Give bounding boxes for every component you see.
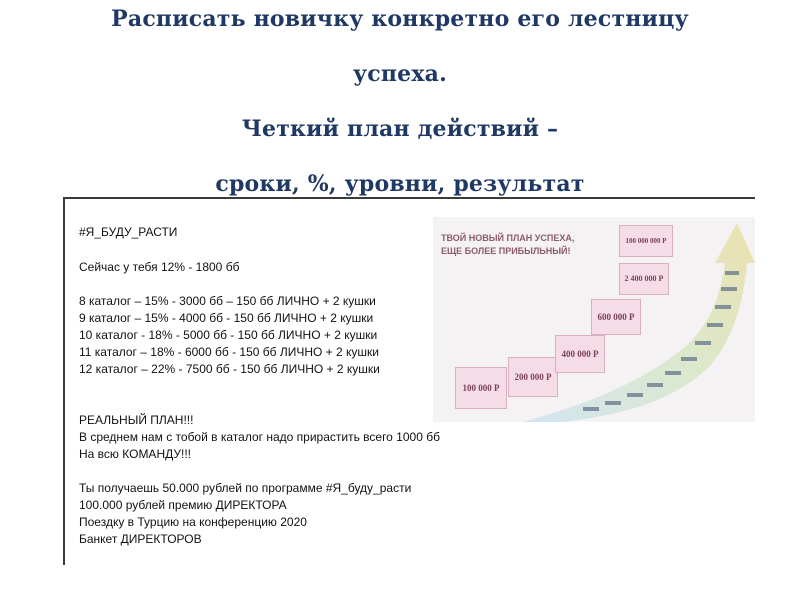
heading-line-3: Четкий план действий – bbox=[241, 116, 559, 142]
reward-line: Банкет ДИРЕКТОРОВ bbox=[79, 532, 202, 546]
plan-line: 10 каталог - 18% - 5000 бб - 150 бб ЛИЧНО + 2 кушки bbox=[79, 328, 378, 342]
step-card: 2 400 000 Р bbox=[619, 263, 669, 295]
plan-line: 9 каталог – 15% - 4000 бб - 150 бб ЛИЧНО + 2 кушки bbox=[79, 311, 374, 325]
step-card: 100 000 Р bbox=[455, 367, 507, 409]
real-plan-line: В среднем нам с тобой в каталог надо прирастить всего 1000 бб bbox=[79, 430, 440, 444]
frame-top-border bbox=[63, 197, 755, 199]
post-screenshot bbox=[63, 197, 755, 565]
real-plan-line: На всю КОМАНДУ!!! bbox=[79, 447, 191, 461]
plan-line: 11 каталог – 18% - 6000 бб - 150 бб ЛИЧНО + 2 кушки bbox=[79, 345, 379, 359]
reward-line: 100.000 рублей премию ДИРЕКТОРА bbox=[79, 498, 287, 512]
reward-line: Ты получаешь 50.000 рублей по программе #Я_буду_расти bbox=[79, 481, 412, 495]
poster-title-line-2: ЕЩЕ БОЛЕЕ ПРИБЫЛЬНЫЙ! bbox=[441, 246, 571, 256]
step-card: 600 000 Р bbox=[591, 299, 641, 335]
step-card: 100 000 000 Р bbox=[619, 225, 673, 257]
step-card: 200 000 Р bbox=[508, 357, 558, 397]
heading-line-1: Расписать новичку конкретно его лестницу bbox=[111, 6, 689, 32]
current-status: Сейчас у тебя 12% - 1800 бб bbox=[79, 260, 240, 274]
heading-line-2: успеха. bbox=[352, 61, 447, 87]
heading-line-4: сроки, %, уровни, результат bbox=[215, 171, 585, 197]
frame-left-border bbox=[63, 197, 65, 565]
real-plan-line: РЕАЛЬНЫЙ ПЛАН!!! bbox=[79, 413, 194, 427]
success-plan-poster bbox=[433, 217, 755, 422]
step-card: 400 000 Р bbox=[555, 335, 605, 373]
poster-title bbox=[441, 232, 574, 258]
plan-line: 12 каталог – 22% - 7500 бб - 150 бб ЛИЧНО + 2 кушки bbox=[79, 362, 380, 376]
hashtag: #Я_БУДУ_РАСТИ bbox=[79, 225, 178, 239]
reward-line: Поездку в Турцию на конференцию 2020 bbox=[79, 515, 307, 529]
plan-line: 8 каталог – 15% - 3000 бб – 150 бб ЛИЧНО + 2 кушки bbox=[79, 294, 376, 308]
poster-title-line-1: ТВОЙ НОВЫЙ ПЛАН УСПЕХА, bbox=[441, 233, 575, 243]
